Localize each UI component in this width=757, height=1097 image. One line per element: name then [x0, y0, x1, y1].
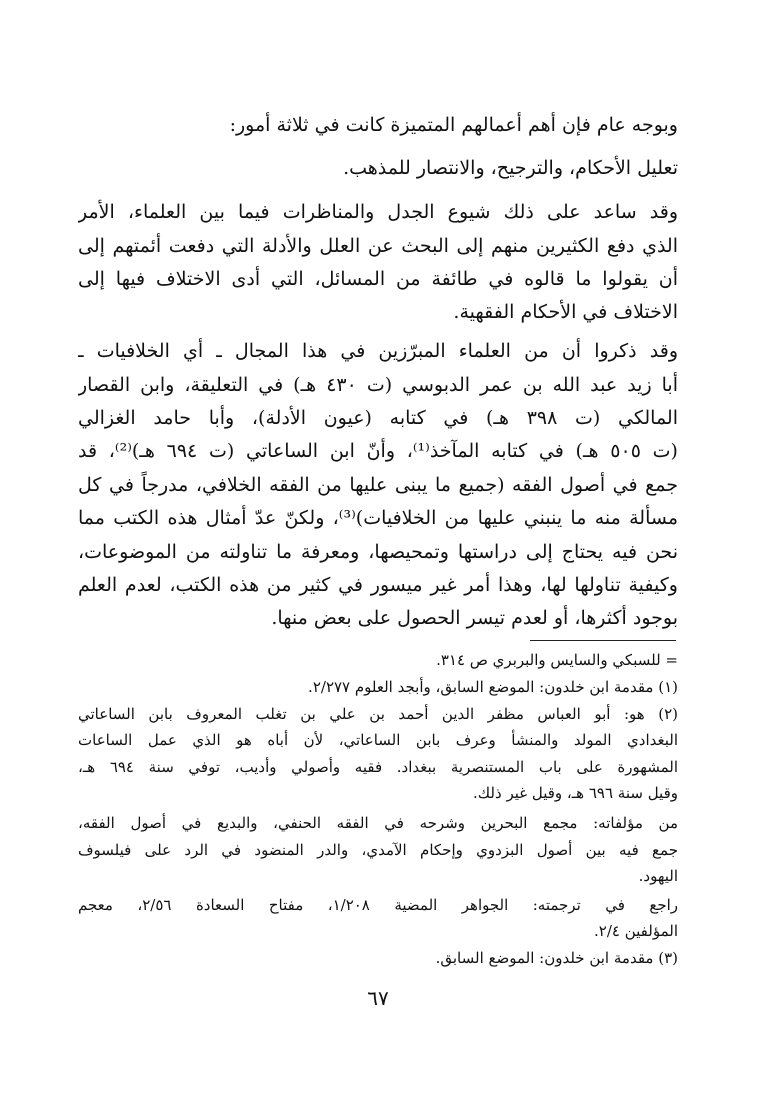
body-line: الاختلاف في الأحكام الفقهية.: [453, 301, 678, 323]
footnote-line: البغدادي المولد والمنشأ وعرف بابن الساعاتي، لأن أباه هو الذي عمل الساعات: [78, 731, 678, 749]
body-line: أن يقولوا ما قالوه في طائفة من المسائل، التي أدى الاختلاف فيها إلى: [78, 268, 678, 290]
footnote-line: راجع في ترجمته: الجواهر المضية ١/٢٠٨، مفتاح السعادة ٢/٥٦، معجم: [78, 896, 678, 914]
footnote-line: جمع فيه بين أصول البزدوي وإحكام الآمدي، والدر المنضود في الرد على فيلسوف: [78, 841, 678, 859]
footnote-line: وقيل سنة ٦٩٦ هـ، وقيل غير ذلك.: [473, 784, 678, 802]
footnote-line: اليهود.: [638, 867, 678, 885]
body-line: أبا زيد عبد الله بن عمر الدبوسي (ت ٤٣٠ هـ) في التعليقة، وابن القصار: [78, 374, 678, 396]
footnote-line: المشهورة على باب المستنصرية ببغداد. فقيه وأصولي وأديب، توفي سنة ٦٩٤ هـ،: [78, 758, 678, 776]
body-line: وبوجه عام فإن أهم أعمالهم المتميزة كانت في ثلاثة أمور:: [229, 114, 678, 136]
body-line: جمع في أصول الفقه (جميع ما يبنى عليها من الفقه الخلافي، مدرجاً في كل: [78, 474, 678, 496]
body-line: (ت ٥٠٥ هـ) في كتابه المآخذ⁽¹⁾، وأنّ ابن الساعاتي (ت ٦٩٤ هـ)⁽²⁾، قد: [78, 440, 678, 462]
body-line: المالكي (ت ٣٩٨ هـ) في كتابه (عيون الأدلة)، وأبا حامد الغزالي: [78, 407, 678, 429]
body-line: وقد ساعد على ذلك شيوع الجدل والمناظرات فيما بين العلماء، الأمر: [78, 201, 678, 223]
footnote-separator: [530, 640, 676, 641]
footnote-line: من مؤلفاته: مجمع البحرين وشرحه في الفقه الحنفي، والبديع في أصول الفقه،: [78, 814, 678, 832]
footnote-line: (٣) مقدمة ابن خلدون: الموضع السابق.: [435, 949, 678, 967]
footnote-line: = للسبكي والسايس والبربري ص ٣١٤.: [436, 651, 678, 669]
body-line: تعليل الأحكام، والترجيح، والانتصار للمذهب.: [343, 157, 678, 179]
body-line: نحن فيه يحتاج إلى دراستها وتمحيصها، ومعرفة ما تناولته من الموضوعات،: [78, 541, 678, 563]
footnote-line: المؤلفين ٢/٤.: [594, 922, 678, 940]
body-line: وقد ذكروا أن من العلماء المبرّزين في هذا المجال ـ أي الخلافيات ـ: [78, 340, 678, 362]
footnote-line: (٢) هو: أبو العباس مظفر الدين أحمد بن علي بن تغلب المعروف بابن الساعاتي: [78, 705, 678, 723]
body-line: مسألة منه ما ينبني عليها من الخلافيات)⁽³⁾، ولكنّ عدّ أمثال هذه الكتب مما: [78, 507, 678, 529]
body-line: بوجود أكثرها، أو لعدم تيسر الحصول على بعض منها.: [271, 607, 678, 629]
body-line: الذي دفع الكثيرين منهم إلى البحث عن العلل والأدلة التي دفعت أئمتهم إلى: [78, 235, 678, 257]
footnote-line: (١) مقدمة ابن خلدون: الموضع السابق، وأبجد العلوم ٢/٢٧٧.: [308, 678, 678, 696]
body-line: وكيفية تناولها لها، وهذا أمر غير ميسور في كثير من هذه الكتب، لعدم العلم: [78, 574, 678, 596]
page-number: ٦٧: [367, 986, 389, 1010]
